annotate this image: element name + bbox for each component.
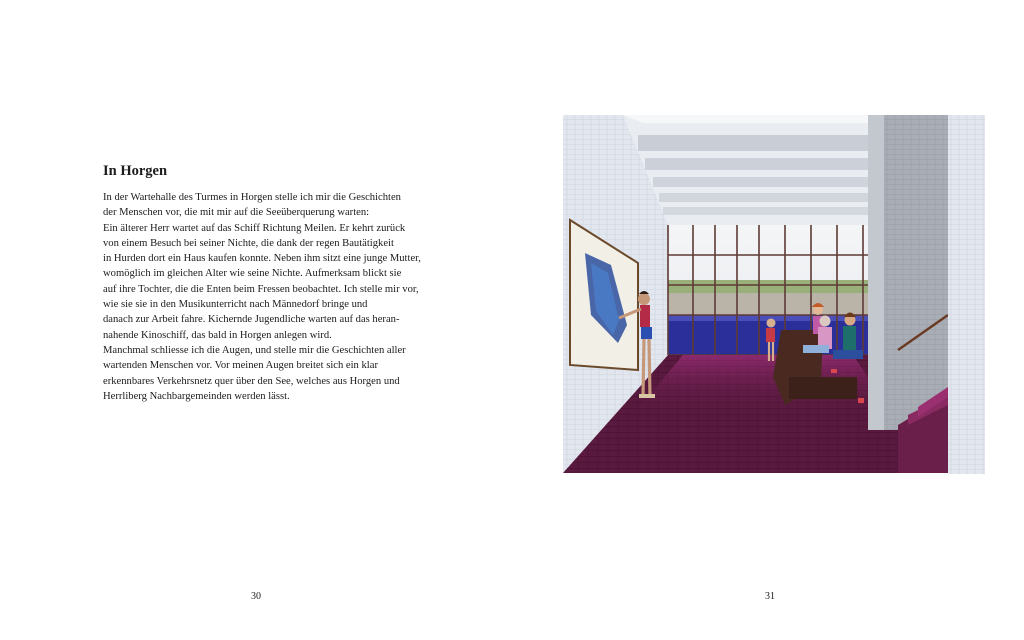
body-text bbox=[103, 190, 503, 404]
text-line: In der Wartehalle des Turmes in Horgen stelle ich mir die Geschichten bbox=[103, 192, 401, 203]
text-line: nahende Kinoschiff, das bald in Horgen anlegen wird. bbox=[103, 329, 332, 341]
text-line: womöglich im gleichen Alter wie seine Nichte. Aufmerksam blickt sie bbox=[103, 268, 402, 280]
text-line: in Hurden dort ein Haus kaufen konnte. Neben ihm sitzt eine junge Mutter, bbox=[103, 253, 421, 265]
text-line: erkennbares Verkehrsnetz quer über den See, welches aus Horgen und bbox=[103, 375, 400, 387]
text-line: wartenden Menschen vor. Vor meinen Augen breitet sich ein klar bbox=[103, 360, 378, 372]
text-line: Herrliberg Nachbargemeinden werden lässt. bbox=[103, 390, 290, 402]
text-line: danach zur Arbeit fahre. Kichernde Jugendliche warten auf das heran- bbox=[103, 314, 400, 326]
waiting-hall-illustration bbox=[563, 115, 985, 474]
text-line: der Menschen vor, die mit mir auf die Seeüberquerung warten: bbox=[103, 207, 370, 219]
right-wall bbox=[948, 115, 985, 474]
chapter-heading: In Horgen bbox=[103, 163, 168, 179]
text-line: Manchmal schliesse ich die Augen, und stelle mir die Geschichten aller bbox=[103, 344, 406, 356]
text-line: Ein älterer Herr wartet auf das Schiff Richtung Meilen. Er kehrt zurück bbox=[103, 222, 406, 234]
page-number-left: 30 bbox=[251, 591, 261, 602]
page-number-right: 31 bbox=[765, 591, 775, 602]
right-page bbox=[512, 0, 1024, 640]
text-line: von einem Besuch bei seiner Nichte, die dank der regen Bautätigkeit bbox=[103, 237, 394, 249]
text-line: auf ihre Tochter, die die Enten beim Fressen beobachtet. Ich stelle mir vor, bbox=[103, 283, 419, 295]
text-line: wie sie sie in den Musikunterricht nach Männedorf bringe und bbox=[103, 299, 368, 311]
